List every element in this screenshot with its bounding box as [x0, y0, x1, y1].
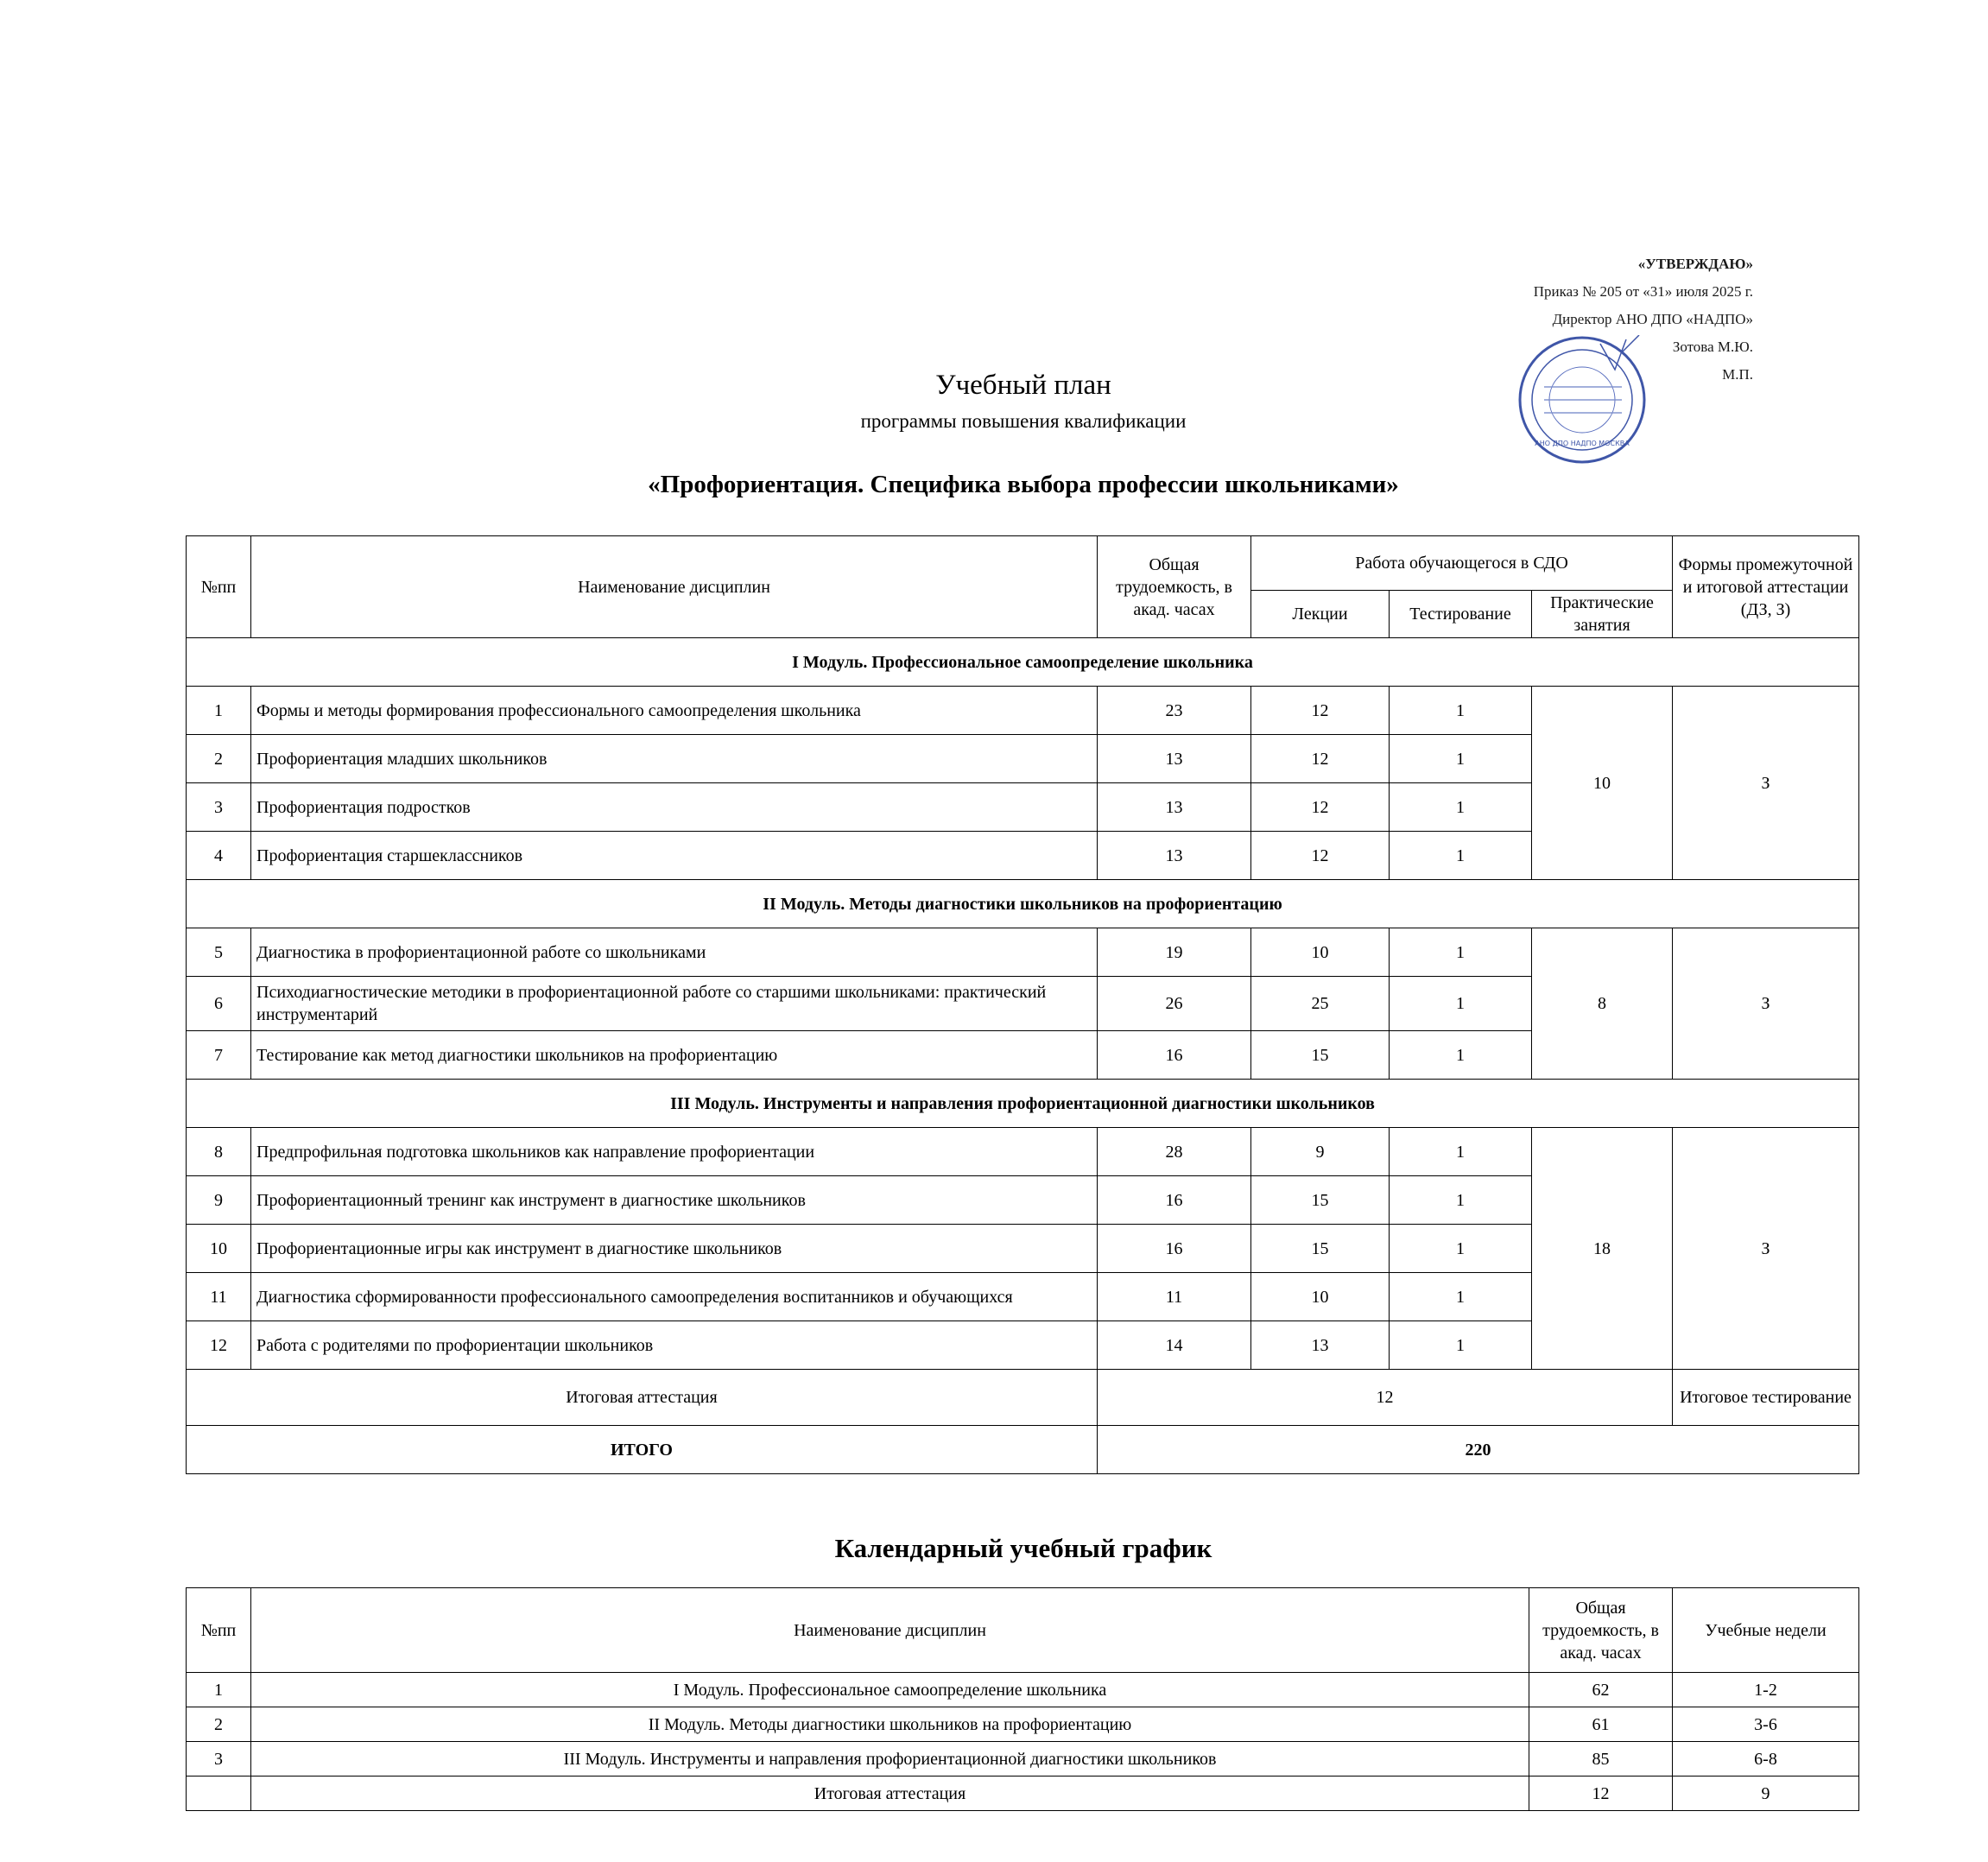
row-lectures: 12	[1251, 783, 1390, 832]
row-testing: 1	[1390, 1176, 1532, 1225]
row-lectures: 12	[1251, 832, 1390, 880]
module-row	[187, 1080, 1859, 1128]
row-testing: 1	[1390, 928, 1532, 977]
cal-row-weeks: 1-2	[1673, 1673, 1859, 1707]
row-name: Профориентация старшеклассников	[251, 832, 1098, 880]
header-row	[187, 536, 1859, 591]
cal-row-weeks: 3-6	[1673, 1707, 1859, 1742]
row-total: 16	[1098, 1225, 1251, 1273]
cal-row-num: 3	[187, 1742, 251, 1776]
row-name: Профориентация подростков	[251, 783, 1098, 832]
row-lectures: 25	[1251, 977, 1390, 1031]
row-lectures: 10	[1251, 1273, 1390, 1321]
row-total: 11	[1098, 1273, 1251, 1321]
final-hours: 12	[1098, 1370, 1673, 1426]
row-total: 28	[1098, 1128, 1251, 1176]
row-num: 10	[187, 1225, 251, 1273]
row-lectures: 15	[1251, 1031, 1390, 1080]
module-practice: 10	[1532, 687, 1673, 880]
cal-row-total: 85	[1529, 1742, 1673, 1776]
header-total: Общая трудоемкость, в акад. часах	[1098, 536, 1251, 638]
header-work: Работа обучающегося в СДО	[1251, 536, 1673, 591]
total-hours: 220	[1098, 1426, 1859, 1474]
row-testing: 1	[1390, 1321, 1532, 1370]
row-testing: 1	[1390, 735, 1532, 783]
module-title: III Модуль. Инструменты и направления профориентационной диагностики школьников	[187, 1080, 1859, 1128]
cal-row-total: 61	[1529, 1707, 1673, 1742]
row-total: 13	[1098, 832, 1251, 880]
table-row	[187, 1776, 1859, 1811]
row-num: 1	[187, 687, 251, 735]
row-lectures: 13	[1251, 1321, 1390, 1370]
row-total: 13	[1098, 735, 1251, 783]
table-row	[187, 1742, 1859, 1776]
cal-row-num: 2	[187, 1707, 251, 1742]
row-lectures: 12	[1251, 735, 1390, 783]
table-row	[187, 1707, 1859, 1742]
cal-header-total: Общая трудоемкость, в акад. часах	[1529, 1588, 1673, 1673]
header-practice: Практические занятия	[1532, 591, 1673, 638]
row-testing: 1	[1390, 832, 1532, 880]
row-num: 4	[187, 832, 251, 880]
module-practice: 18	[1532, 1128, 1673, 1370]
cal-row-weeks: 6-8	[1673, 1742, 1859, 1776]
cal-row-name: Итоговая аттестация	[251, 1776, 1529, 1811]
row-name: Формы и методы формирования профессионального самоопределения школьника	[251, 687, 1098, 735]
cal-row-num: 1	[187, 1673, 251, 1707]
row-name: Психодиагностические методики в профориентационной работе со старшими школьниками: практический инструментарий	[251, 977, 1098, 1031]
row-testing: 1	[1390, 687, 1532, 735]
calendar-table	[186, 1587, 1859, 1811]
module-title: II Модуль. Методы диагностики школьников на профориентацию	[187, 880, 1859, 928]
row-num: 7	[187, 1031, 251, 1080]
row-testing: 1	[1390, 1225, 1532, 1273]
table-row	[187, 1128, 1859, 1176]
header-name: Наименование дисциплин	[251, 536, 1098, 638]
module-form: З	[1673, 687, 1859, 880]
row-name: Диагностика в профориентационной работе со школьниками	[251, 928, 1098, 977]
study-plan-table	[186, 535, 1859, 1474]
cal-row-num	[187, 1776, 251, 1811]
row-lectures: 12	[1251, 687, 1390, 735]
cal-row-name: III Модуль. Инструменты и направления профориентационной диагностики школьников	[251, 1742, 1529, 1776]
row-lectures: 15	[1251, 1225, 1390, 1273]
row-total: 26	[1098, 977, 1251, 1031]
final-row	[187, 1370, 1859, 1426]
cal-header-weeks: Учебные недели	[1673, 1588, 1859, 1673]
approval-name: Зотова М.Ю.	[1672, 339, 1753, 355]
approval-order: Приказ № 205 от «31» июля 2025 г.	[1533, 283, 1753, 300]
cal-row-total: 62	[1529, 1673, 1673, 1707]
cal-row-total: 12	[1529, 1776, 1673, 1811]
seal-text: АНО ДПО НАДПО МОСКВА	[1535, 440, 1630, 447]
module-form: З	[1673, 928, 1859, 1080]
row-testing: 1	[1390, 783, 1532, 832]
module-row	[187, 880, 1859, 928]
page-subtitle: программы повышения квалификации	[860, 410, 1187, 432]
header-row	[187, 1588, 1859, 1673]
module-practice: 8	[1532, 928, 1673, 1080]
row-name: Тестирование как метод диагностики школьников на профориентацию	[251, 1031, 1098, 1080]
row-total: 13	[1098, 783, 1251, 832]
cal-row-weeks: 9	[1673, 1776, 1859, 1811]
row-total: 19	[1098, 928, 1251, 977]
row-testing: 1	[1390, 1273, 1532, 1321]
row-name: Предпрофильная подготовка школьников как направление профориентации	[251, 1128, 1098, 1176]
page-title: Учебный план	[935, 370, 1111, 401]
row-name: Работа с родителями по профориентации школьников	[251, 1321, 1098, 1370]
row-lectures: 9	[1251, 1128, 1390, 1176]
cal-row-name: I Модуль. Профессиональное самоопределение школьника	[251, 1673, 1529, 1707]
row-name: Профориентационный тренинг как инструмент в диагностике школьников	[251, 1176, 1098, 1225]
row-num: 9	[187, 1176, 251, 1225]
approval-stamp-mark: М.П.	[1722, 366, 1753, 383]
row-num: 11	[187, 1273, 251, 1321]
cal-header-name: Наименование дисциплин	[251, 1588, 1529, 1673]
row-num: 5	[187, 928, 251, 977]
header-num: №пп	[187, 536, 251, 638]
total-row	[187, 1426, 1859, 1474]
row-total: 23	[1098, 687, 1251, 735]
approval-director: Директор АНО ДПО «НАДПО»	[1552, 311, 1753, 327]
row-testing: 1	[1390, 1128, 1532, 1176]
row-testing: 1	[1390, 977, 1532, 1031]
row-name: Профориентационные игры как инструмент в диагностике школьников	[251, 1225, 1098, 1273]
final-form: Итоговое тестирование	[1673, 1370, 1859, 1426]
row-num: 2	[187, 735, 251, 783]
row-testing: 1	[1390, 1031, 1532, 1080]
approval-heading: «УТВЕРЖДАЮ»	[1637, 256, 1753, 272]
final-label: Итоговая аттестация	[187, 1370, 1098, 1426]
row-lectures: 10	[1251, 928, 1390, 977]
row-num: 8	[187, 1128, 251, 1176]
module-title: I Модуль. Профессиональное самоопределение школьника	[187, 638, 1859, 687]
header-testing: Тестирование	[1390, 591, 1532, 638]
row-num: 6	[187, 977, 251, 1031]
header-lectures: Лекции	[1251, 591, 1390, 638]
cal-header-num: №пп	[187, 1588, 251, 1673]
total-label: ИТОГО	[187, 1426, 1098, 1474]
table-row	[187, 1673, 1859, 1707]
row-total: 16	[1098, 1176, 1251, 1225]
row-num: 3	[187, 783, 251, 832]
row-total: 16	[1098, 1031, 1251, 1080]
cal-row-name: II Модуль. Методы диагностики школьников на профориентацию	[251, 1707, 1529, 1742]
row-name: Диагностика сформированности профессионального самоопределения воспитанников и обучающихся	[251, 1273, 1098, 1321]
row-total: 14	[1098, 1321, 1251, 1370]
table-row	[187, 687, 1859, 735]
row-num: 12	[187, 1321, 251, 1370]
calendar-title: Календарный учебный график	[834, 1533, 1212, 1563]
module-form: З	[1673, 1128, 1859, 1370]
header-forms: Формы промежуточной и итоговой аттестации (ДЗ, З)	[1673, 536, 1859, 638]
table-row	[187, 928, 1859, 977]
module-row	[187, 638, 1859, 687]
program-title: «Профориентация. Специфика выбора профессии школьниками»	[648, 471, 1399, 498]
row-lectures: 15	[1251, 1176, 1390, 1225]
row-name: Профориентация младших школьников	[251, 735, 1098, 783]
